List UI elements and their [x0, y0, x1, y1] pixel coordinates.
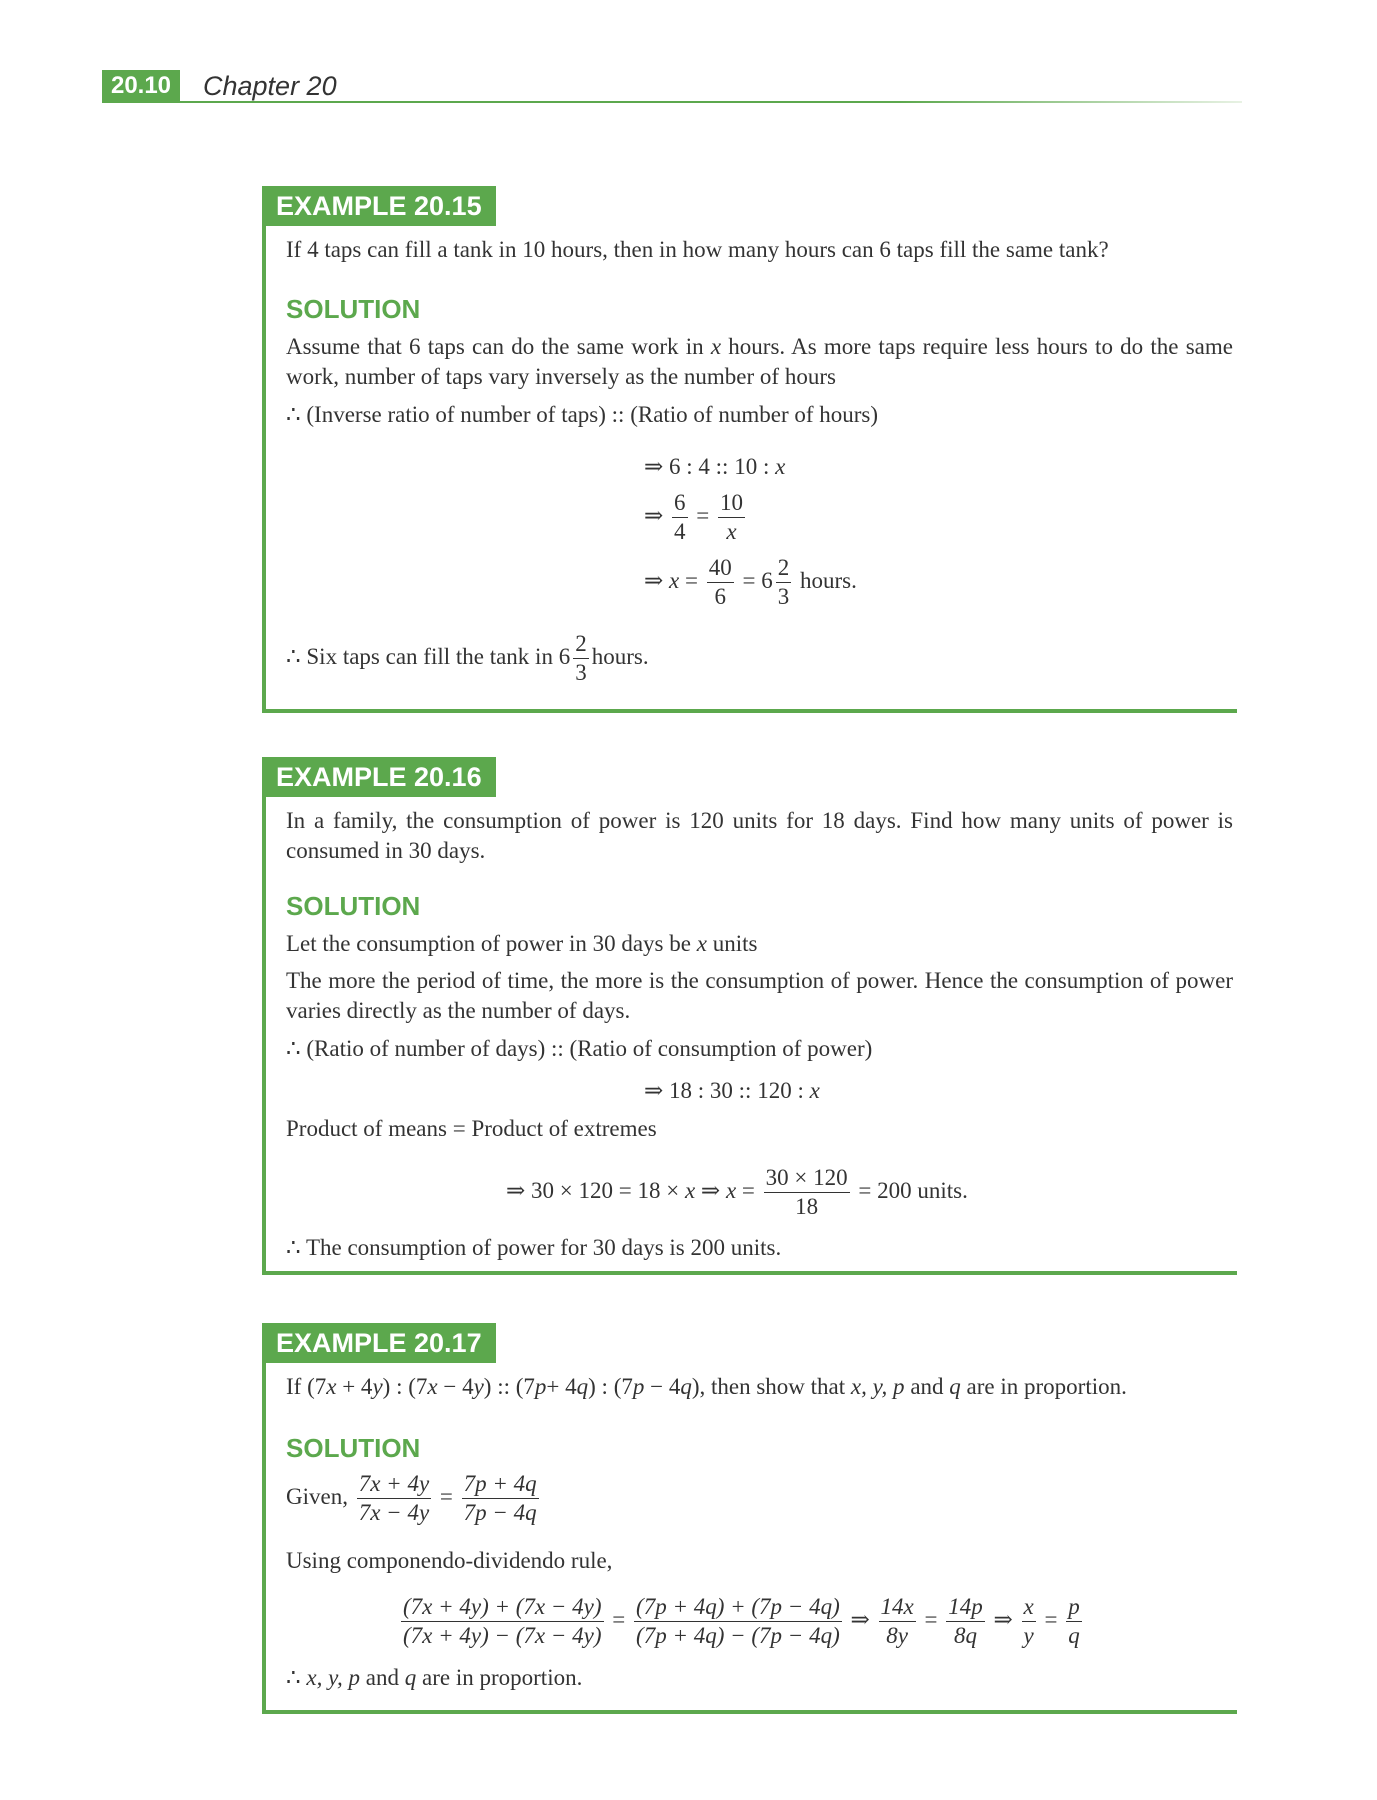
example-20-16 — [262, 757, 1237, 1275]
example-20-17 — [262, 1323, 1237, 1714]
fraction: $\frac{14x}{8y}$ — [880, 1594, 914, 1648]
ratio-statement: ∴ (Ratio of number of days) :: (Ratio of consumption of power) — [286, 1036, 873, 1061]
fraction: $\frac{7x + 4y}{7x - 4y}$ — [358, 1471, 430, 1525]
equation-ratio: ⇒ 18 : 30 :: 120 : x — [644, 1078, 820, 1103]
fraction: $\frac{p}{q}$ — [1068, 1594, 1080, 1648]
question-text: If 4 taps can fill a tank in 10 hours, then in how many hours can 6 taps fill the same tank? — [286, 237, 1109, 262]
example-label: EXAMPLE 20.16 — [262, 757, 496, 797]
solution-heading: SOLUTION — [286, 891, 421, 921]
conclusion-text: ∴ x, y, p and q are in proportion. — [286, 1665, 583, 1690]
conclusion-text: ∴ Six taps can fill the tank in 6 $\frac{2}{3}$ hours. — [286, 631, 649, 685]
direct-variation-text: The more the period of time, the more is the consumption of power. Hence the consumption of power varies directly as the number of days. — [286, 968, 1233, 1023]
equation-solve-x: ⇒ 30 × 120 = 18 × x ⇒ x = $\frac{30 \times 120}{18}$ = 200 units. — [506, 1165, 968, 1219]
rule-text: Using componendo-dividendo rule, — [286, 1548, 613, 1573]
fraction: $\frac{x}{y}$ — [1023, 1594, 1034, 1648]
solution-heading: SOLUTION — [286, 1433, 421, 1463]
fraction: $\frac{40}{6}$ — [708, 555, 732, 609]
fraction: $\frac{10}{x}$ — [720, 490, 744, 544]
solution-paragraph: Assume that 6 taps can do the same work in x hours. As more taps require less hours to do the same work, number of taps vary inversely as the number of hours — [286, 334, 1233, 389]
fraction: $\frac{7p + 4q}{7p - 4q}$ — [463, 1471, 537, 1525]
fraction: $\frac{(7p + 4q) + (7p - 4q)}{(7p + 4q) - (7p - 4q)}$ — [636, 1594, 840, 1648]
question-text: If (7x + 4y) : (7x − 4y) :: (7p+ 4q) : (7p − 4q), then show that x, y, p and q are in proportion. — [286, 1374, 1127, 1399]
fraction: $\frac{6}{4}$ — [674, 490, 686, 544]
fraction: $\frac{2}{3}$ — [777, 555, 790, 609]
equation-ratio: ⇒ 6 : 4 :: 10 : x — [644, 454, 786, 479]
inverse-ratio-line: ∴ (Inverse ratio of number of taps) :: (Ratio of number of hours) — [286, 402, 879, 427]
means-extremes-text: Product of means = Product of extremes — [286, 1116, 657, 1141]
conclusion-text: ∴ The consumption of power for 30 days is 200 units. — [286, 1235, 782, 1260]
equation-solve-x: ⇒ x = $\frac{40}{6}$ = 6 $\frac{2}{3}$ hours. — [644, 555, 857, 609]
example-20-15 — [262, 186, 1237, 713]
solution-heading: SOLUTION — [286, 294, 421, 324]
example-label: EXAMPLE 20.15 — [262, 186, 496, 226]
fraction: $\frac{14p}{8q}$ — [948, 1594, 983, 1648]
fraction: $\frac{(7x + 4y) + (7x - 4y)}{(7x + 4y) - (7x - 4y)}$ — [403, 1594, 602, 1648]
fraction: $\frac{2}{3}$ — [575, 631, 587, 685]
componendo-dividendo-equation: $\frac{(7x + 4y) + (7x - 4y)}{(7x + 4y) - (7x - 4y)}$ = $\frac{(7p + 4q) + (7p - 4q)}{(7p + 4q) - (7p - 4q)}$ ⇒ $\frac{14x}{8y}$ = $\frac{14p}{8q}$ ⇒ $\frac{x}{y}$ = $\frac{p}{q}$ — [403, 1594, 1080, 1648]
chapter-title: Chapter 20 — [203, 71, 337, 101]
equation-fractions: ⇒ $\frac{6}{4}$ = $\frac{10}{x}$ — [644, 490, 744, 544]
given-equation: Given, $\frac{7x + 4y}{7x - 4y}$ = $\frac{7p + 4q}{7p - 4q}$ — [286, 1471, 537, 1525]
fraction: $\frac{30 \times 120}{18}$ — [765, 1165, 848, 1219]
question-text: In a family, the consumption of power is 120 units for 18 days. Find how many units of power is consumed in 30 days. — [286, 808, 1233, 863]
header-rule — [102, 101, 1242, 103]
page-number: 20.10 — [102, 70, 180, 102]
example-label: EXAMPLE 20.17 — [262, 1323, 496, 1363]
let-statement: Let the consumption of power in 30 days be x units — [286, 931, 758, 956]
